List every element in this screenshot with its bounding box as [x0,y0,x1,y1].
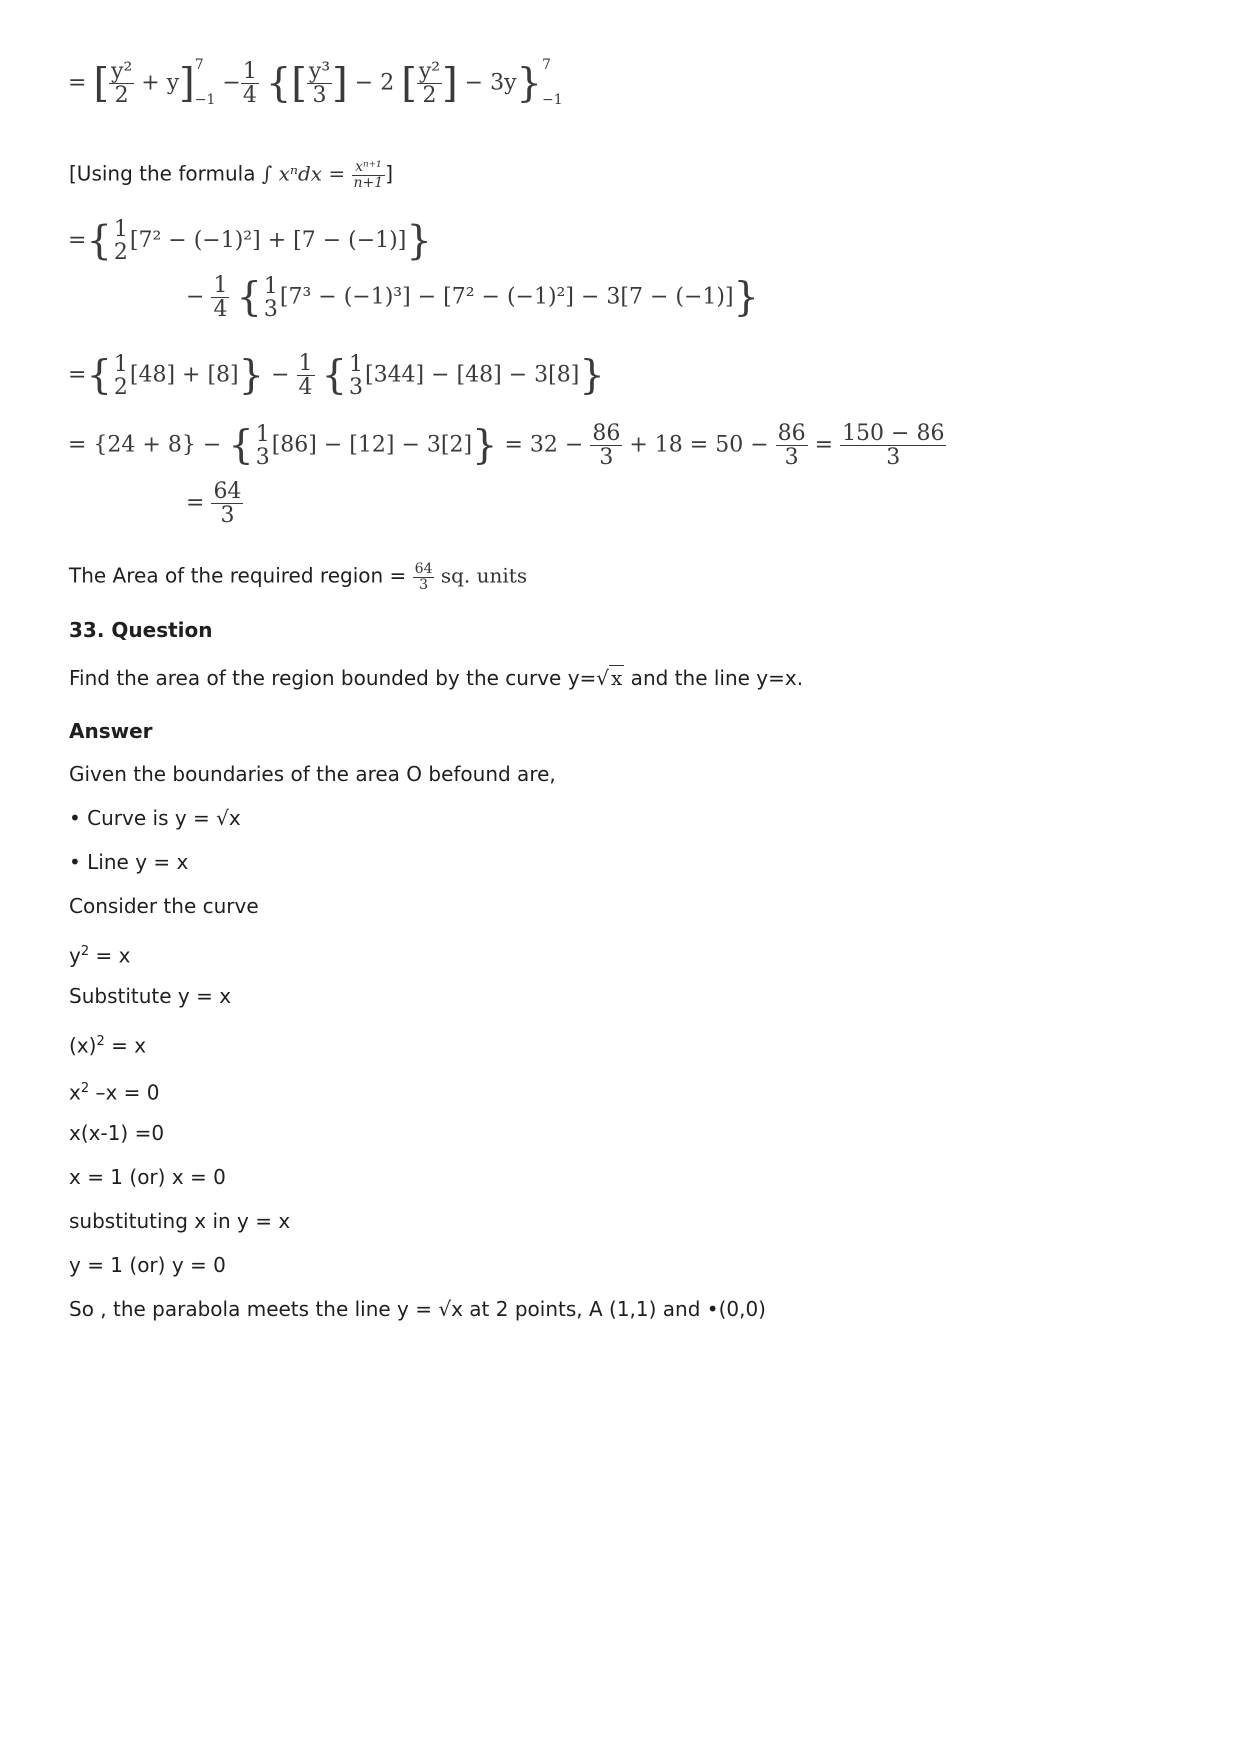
fraction: 1 2 [113,351,128,400]
formula-note: [Using the formula ∫ xⁿdx = $\frac{\text{xⁿ⁺¹}}{n+1}$ ] [69,159,393,191]
answer-equation: $x^2$ –x = 0 [69,1080,160,1105]
fraction: $\frac{150 - 86}{3}$ [842,421,945,471]
fraction: $\frac{\text{y³}}{3}$ [308,58,331,108]
area-result-line: The Area of the required region = $\frac{64}{3}$ sq. units [69,561,528,593]
fraction: $\frac{64}{3}$ [414,561,433,593]
fraction: $\frac{1}{4}$ [242,58,257,108]
fraction: $\frac{\text{y²}}{2}$ [111,58,133,108]
fraction: 1 2 [113,217,128,266]
answer-line: y = 1 (or) y = 0 [69,1253,226,1277]
answer-line: Given the boundaries of the area O befound are, [69,762,556,786]
fraction: $\frac{\text{xⁿ⁺¹}}{n+1}$ [353,159,384,191]
fraction: $\frac{\text{y²}}{2}$ [418,58,441,108]
answer-line: Substitute y = x [69,984,232,1008]
equation-step-1: = [ $\frac{\text{y²}}{2}$ + y] 7 −1 − $\frac{1}{4}$ {[ $\frac{\text{y³}}{3}$ ] − 2 [ $\frac{\text{y²}}{2}$ ] − 3y} 7 −1 [68,57,563,109]
answer-equation: $(x)^2 = x$ [69,1033,147,1058]
sqrt-symbol: √ x [596,666,623,690]
fraction: 1 3 [348,351,363,400]
fraction: $\frac{86}{3}$ [592,421,621,471]
answer-line: • Line y = x [69,850,189,874]
answer-line: Consider the curve [69,894,259,918]
equals-sign: = [68,70,87,96]
equation-step-5: = $\frac{64}{3}$ [186,479,242,529]
fraction: $\frac{1}{4}$ [298,351,313,401]
equation-step-2-line-2: − $\frac{1}{4}$ { 1 3 [7³ − (−1)³] − [7² − (−1)²] − 3[7 − (−1)]} [186,273,759,323]
question-heading: 33. Question [69,618,213,642]
answer-line: x(x-1) =0 [69,1121,165,1145]
fraction: $\frac{86}{3}$ [777,421,806,471]
equation-step-4: = {24 + 8} − { 1 3 [86] − [12] − 3[2]} = 32 − $\frac{86}{3}$ + 18 = 50 − $\frac{86}{3}$ = $\frac{150 - 86}{3}$ [68,421,945,471]
answer-line: • Curve is y = √x [69,806,241,830]
answer-line: substituting x in y = x [69,1209,291,1233]
answer-equation: $y^2 = x$ [69,943,131,968]
fraction: 1 3 [255,421,270,470]
fraction: 1 3 [263,273,278,322]
answer-line: x = 1 (or) x = 0 [69,1165,226,1189]
question-text: Find the area of the region bounded by the curve y=√ x and the line y=x. [69,666,804,690]
equation-step-3: ={ 1 2 [48] + [8]} − $\frac{1}{4}$ { 1 3 [344] − [48] − 3[8]} [68,351,605,401]
answer-heading: Answer [69,719,153,743]
fraction: $\frac{64}{3}$ [213,479,242,529]
fraction: $\frac{1}{4}$ [213,273,228,323]
answer-line: So , the parabola meets the line y = √x at 2 points, A (1,1) and •(0,0) [69,1297,766,1321]
equation-step-2-line-1: ={ 1 2 [7² − (−1)²] + [7 − (−1)]} [68,217,432,266]
